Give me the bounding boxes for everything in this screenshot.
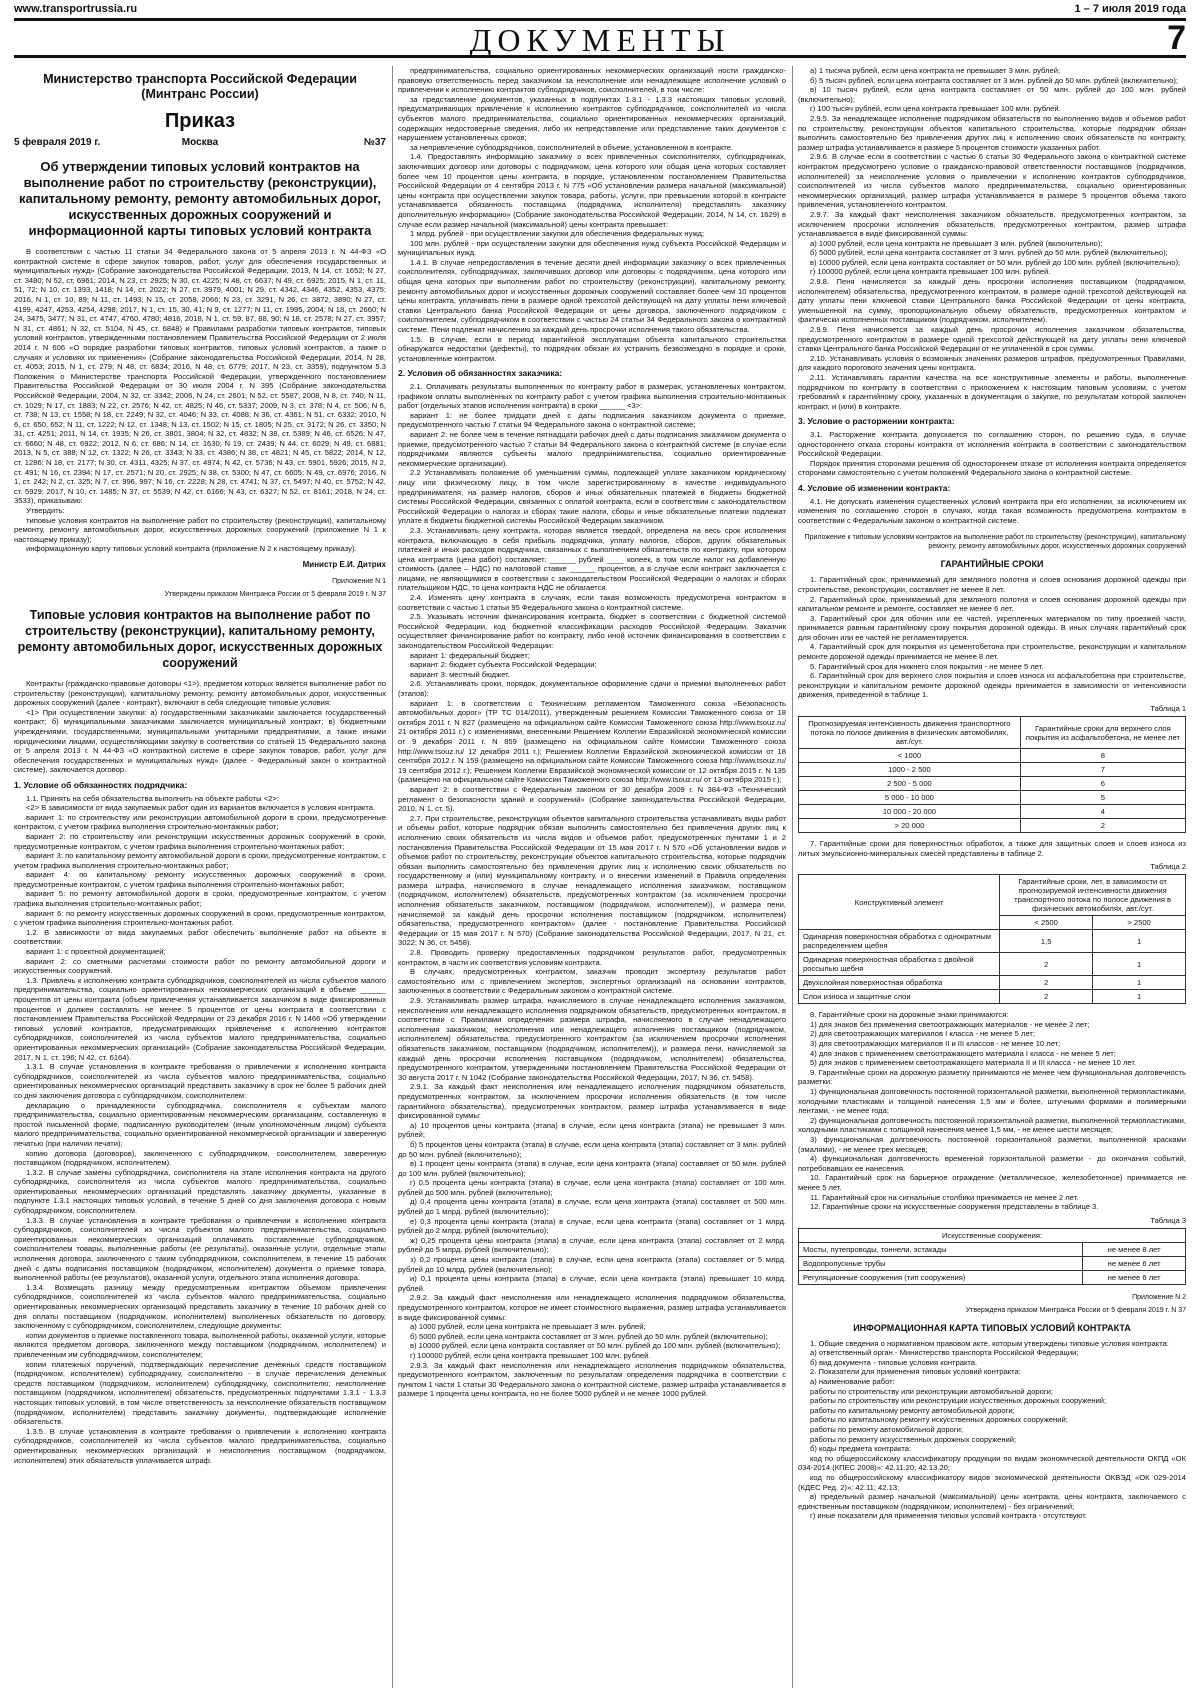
table-cell: 8 — [1020, 749, 1185, 763]
appendix-approved: Утверждены приказом Минтранса России от 5 февраля 2019 г. N 37 — [164, 591, 386, 598]
paragraph: 2.2 Устанавливать положение об уменьшении суммы, подлежащей уплате заказчиком юридическому лицу или физическому лицу, в том числе зарегистрированному в качестве индивидуального предпринимателя, на размер налогов, сборов и иных обязательных платежей в бюджеты бюджетной системы Российской Федерации, связанных с оплатой контракта, если в соответствии с законодательством Российской Федерации о налогах и сборах такие налоги, сборы и иные обязательные платежи подлежат уплате в бюджеты бюджетной системы Российской Федерации заказчиком. — [398, 468, 786, 526]
paragraph: за представление документов, указанных в подпунктах 1.3.1 - 1.3.3 настоящих типовых условий, предусматривающих привлечение к исполнению контрактов субподрядчиков, соисполнителей из числа субъектов малого предпринимательства, социально ориентированных некоммерческих организаций, содержащих недостоверные сведения, либо их непредставление или представление таких документов с нарушением установленных сроков; — [398, 94, 786, 143]
col2-paragraphs — [398, 66, 786, 1399]
site-url[interactable]: www.transportrussia.ru — [14, 3, 138, 15]
table-cell: 5 000 - 10 000 — [799, 791, 1021, 805]
paragraph: вариант 2: не более чем в течение пятнадцати рабочих дней с даты подписания заказчиком документа о приемке, предусмотренного частью 7 статьи 94 Федерального закона о контрактной системе (в случае если подрядчиками являются субъекты малого предпринимательства, социально ориентированные некоммерческие организации). — [398, 429, 786, 468]
paragraph: 2.7. При строительстве, реконструкции объектов капитального строительства устанавливать виды работ и объемы работ, которые подрядчик обязан выполнить самостоятельно без привлечения других лиц к исполнению своих обязательств из числа видов и объемов работ, предусмотренных пунктами 1 и 2 постановления Правительства Российской Федерации от 15 мая 2017 г. N 570 «Об установлении видов и объемов работ по строительству, реконструкции объектов капитального строительства, которые подрядчик обязан выполнить самостоятельно без привлечения других лиц к исполнению своих обязательств по государственному и (или) муниципальному контракту, и о внесении изменений в Правила определения размера штрафа, начисляемого в случае ненадлежащего исполнения заказчиком, поставщиком (подрядчиком, исполнителем) обязательств, предусмотренных контрактом (за исключением просрочки исполнения обязательств заказчиком, поставщиком (подрядчиком, исполнителем)), и размера пени, начисляемой за каждый день просрочки исполнения поставщиком (подрядчиком, исполнителем) обязательства, предусмотренного контрактом» (далее - постановление Правительства Российской Федерации от 15 мая 2017 г. N 570) (Собрание законодательства Российской Федерации, 2017, N 21, ст. 3022; N 36, ст. 5458). — [398, 813, 786, 948]
paragraph: вариант 5: по ремонту автомобильной дороги в сроки, предусмотренные контрактом, с учетом графика выполнения строительно-монтажных работ; — [14, 889, 386, 909]
paragraph: 2.9.2. За каждый факт неисполнения или ненадлежащего исполнения подрядчиком обязательства, предусмотренного контрактом, которое не имеет стоимостного выражения, размер штрафа устанавливается в виде фиксированной суммы: — [398, 1293, 786, 1322]
paragraph: 11. Гарантийный срок на сигнальные столбики принимается не менее 2 лет. — [810, 1192, 1079, 1202]
paragraph: а) наименование работ: — [810, 1377, 895, 1387]
paragraph: г) 0,5 процента цены контракта (этапа) в случае, если цена контракта (этапа) составляет от 100 млн. рублей до 500 млн. рублей (включительно); — [398, 1178, 786, 1197]
table-cell: не менее 6 лет — [1083, 1256, 1186, 1270]
table-row — [799, 819, 1186, 833]
paragraph: вариант 1: с проектной документацией; — [26, 947, 166, 957]
paragraph: 1.1. Принять на себя обязательства выполнить на объекте работы <2>: — [26, 793, 279, 803]
paragraph: за непривлечение субподрядчиков, соисполнителей в объеме, установленном в контракте. — [410, 142, 734, 152]
appendix2-approved: Утверждена приказом Минтранса России от 5 февраля 2019 г. N 37 — [965, 1306, 1186, 1314]
table-cell: 6 — [1020, 777, 1185, 791]
paragraph: 1.5. В случае, если в период гарантийной эксплуатации объекта капитального строительства обнаружатся недостатки (дефекты), то подрядчик обязан их устранить безвозмездно в порядке и сроки, установленные контрактом. — [398, 334, 786, 363]
table-cell: 1 — [1093, 930, 1186, 953]
paragraph: 2.4. Изменять цену контракта в случаях, если такая возможность предусмотрена контрактом в соответствии с частью 1 статьи 95 Федерального закона о контрактной системе. — [398, 593, 786, 612]
table-cell: Одинарная поверхностная обработка с однократным распределением щебня — [799, 930, 1000, 953]
page-number: 7 — [1167, 19, 1186, 57]
table1-caption: Таблица 1 — [1150, 704, 1186, 714]
paragraph: 10. Гарантийный срок на барьерное ограждение (металлическое, железобетонное) принимается не менее 5 лет. — [798, 1173, 1186, 1192]
paragraph: ж) 0,25 процента цены контракта (этапа) в случае, если цена контракта (этапа) составляет от 2 млрд. рублей до 5 млрд. рублей (включительно); — [398, 1235, 786, 1255]
paragraph: 2.10. Устанавливать условия о возможных значениях размеров штрафов, предусмотренных Правилами, для каждого порогового значения цены контракта. — [798, 353, 1186, 373]
paragraph: 2.5. Указывать источник финансирования контракта, бюджет в соответствии с бюджетной системой Российской Федерации, код бюджетной классификации расходов Российской Федерации. Заказчик осуществляет финансирование работ по контракту, либо иной источник финансирования в соответствии с законодательством Российской Федерации: — [398, 612, 786, 651]
table-cell: 2 500 - 5 000 — [799, 777, 1021, 791]
paragraph: вариант 4: по капитальному ремонту искусственных дорожных сооружений в сроки, предусмотренные контрактом, с учетом графика выполнения строительно-монтажных работ; — [14, 870, 386, 889]
paragraph: б) 5 тысяч рублей, если цена контракта составляет от 3 млн. рублей до 50 млн. рублей (включительно); — [810, 75, 1178, 85]
col3-paragraphs — [798, 66, 1186, 525]
paragraph: 1.4.1. В случае непредоставления в течение десяти дней информации заказчику о всех привлеченных соисполнителях, субподрядчиках, заключивших договор или договоры с подрядчиком, цена которого или общая цена которых при выполнении работ по строительству (реконструкции), капитальному ремонту, ремонту автомобильных дорог и искусственных дорожных сооружений составляет более чем 10 процентов цены контракта, уплачивать пени в размере одной трехсотой действующей на дату уплаты пени ключевой ставки Центрального банка Российской Федерации от цены договора, заключенного подрядчиком с соисполнителем, субподрядчиком в соответствии с частью 24 статьи 34 Федерального закона о контрактной системе. Пени подлежат начислению за каждый день просрочки исполнения такого обязательства. — [398, 257, 786, 335]
column-1 — [14, 66, 386, 1688]
column-divider — [792, 66, 793, 1688]
paragraph: копию договора (договоров), заключенного с субподрядчиком, соисполнителем, заверенную поставщиком (подрядчиком, исполнителем). — [14, 1148, 386, 1168]
table-row — [799, 805, 1186, 819]
table-row — [799, 953, 1186, 976]
section-heading: 2. Условия об обязанностях заказчика: — [398, 368, 563, 379]
order-date: 5 февраля 2019 г. — [14, 137, 101, 148]
paragraph: код по общероссийскому классификатору продукции по видам экономической деятельности ОКПД «ОК 034-2014 (КПЕС 2008)»: 42.11.20; 42.13.20; — [798, 1453, 1186, 1473]
paragraph: д) 0,4 процента цены контракта (этапа) в случае, если цена контракта (этапа) составляет от 500 млн. рублей до 1 млрд. рублей (включительно); — [398, 1197, 786, 1217]
paragraph: 3) для светоотражающих материалов II и III классов - не менее 10 лет; — [810, 1039, 1061, 1048]
paragraph: В случаях, предусмотренных контрактом, заказчик проводит экспертизу результатов работ самостоятельно или с привлечением экспертов, экспертных организаций на основании контрактов, заключенных в соответствии с Федеральным законом о контрактной системе. — [398, 967, 786, 996]
paragraph: з) 0,2 процента цены контракта (этапа) в случае, если цена контракта (этапа) составляет от 5 млрд. рублей до 10 млрд. рублей (включительно); — [398, 1255, 786, 1274]
paragraph: а) 10 процентов цены контракта (этапа) в случае, если цена контракта (этапа) не превышает 3 млн. рублей; — [398, 1120, 786, 1140]
paragraph: б) 5 процентов цены контракта (этапа) в случае, если цена контракта (этапа) составляет от 3 млн. рублей до 50 млн. рублей (включительно); — [398, 1139, 786, 1159]
col1-paragraphs — [14, 781, 386, 1465]
paragraph: предпринимательства, социально ориентированных некоммерческих организаций ности гражданско-правовую ответственность перед заказчиком за неисполнение или ненадлежащее исполнение условий о привлечении к исполнению контрактов субподрядчиков, соисполнителей, в том числе: — [398, 66, 786, 95]
paragraph: 3.1. Расторжение контракта допускается по соглашению сторон, по решению суда, в случае одностороннего отказа стороны контракта от исполнения контракта в соответствии с законодательством Российской Федерации. — [798, 429, 1186, 459]
paragraph: 2.9.8. Пеня начисляется за каждый день просрочки исполнения поставщиком (подрядчиком, исполнителем) обязательства, предусмотренного контрактом, в размере одной трехсотой действующей на дату уплаты пени ключевой ставки Центрального банка Российской Федерации от цены контракта, уменьшенной на сумму, пропорциональную объему обязательств, предусмотренных контрактом и фактически исполненных поставщиком (подрядчиком, исполнителем). — [798, 277, 1186, 325]
table-row — [799, 1256, 1186, 1270]
paragraph: а) 1000 рублей, если цена контракта не превышает 3 млн. рублей; — [410, 1322, 646, 1332]
paragraph: 2.9.9. Пеня начисляется за каждый день просрочки исполнения заказчиком обязательства, предусмотренного контрактом в размере одной трехсотой действующей на дату уплаты пени ключевой ставки Центрального банка Российской Федерации от не уплаченной в срок суммы. — [798, 325, 1186, 354]
paragraph: в) 10000 рублей, если цена контракта составляет от 50 млн. рублей до 100 млн. рублей (включительно); — [810, 257, 1181, 267]
paragraph: 12. Гарантийные сроки на искусственные сооружения представлены в таблице 3. — [810, 1202, 1099, 1212]
table2-header: Гарантийные сроки, лет, в зависимости от прогнозируемой интенсивности движения транспортного потока по полосе движения в физических автомобилях, авт./сут. — [1000, 875, 1186, 916]
column-divider — [392, 66, 393, 1688]
approve-item: информационную карту типовых условий контракта (приложение N 2 к настоящему приказу). — [26, 544, 357, 554]
paragraph: 2.3. Устанавливать цену контракта, которая является твердой, определена на весь срок исполнения контракта, включающую в себя прибыль подрядчика, уплату налогов, сборов, других обязательных платежей и иных расходов подрядчика, связанных с выполнением обязательств по контракту, при котором цена контракта (цена работ) составляет: ______ рублей ____ копеек, в том числе налог на добавленную стоимость (далее – НДС) по налоговой ставке ______ процентов, а в случае если контракт заключается с лицами, не являющимися в соответствии с законодательством Российской Федерации о налогах и сборах плательщиком НДС, то цена контракта НДС не облагается. — [398, 525, 786, 593]
paragraph: 5. Гарантийный срок для нижнего слоя покрытия - не менее 5 лет. — [810, 661, 1044, 671]
paragraph: а) 1000 рублей, если цена контракта не превышает 3 млн. рублей (включительно); — [810, 238, 1103, 248]
paragraph: 1. Общие сведения о нормативном правовом акте, которым утверждены типовые условия контракта: — [810, 1338, 1169, 1348]
table3-caption: Таблица 3 — [1150, 1215, 1186, 1225]
section-heading: 1. Условие об обязанностях подрядчика: — [14, 779, 188, 790]
table2-caption: Таблица 2 — [1150, 862, 1186, 872]
paragraph: вариант 2: в соответствии с Федеральным законом от 30 декабря 2009 г. N 384-ФЗ «Технический регламент о безопасности зданий и сооружений» (Собрание законодательства Российской Федерации, 2010, N 1, ст. 5). — [398, 784, 786, 814]
paragraph: копии документов о приемке поставленного товара, выполненной работы, оказанной услуги, которые являются предметом договора, заключенного между поставщиком (подрядчиком, исполнителем) и привлеченным им субподрядчиком, соисполнителем; — [14, 1330, 386, 1359]
paragraph: <2> В зависимости от вида закупаемых работ один из вариантов включается в условия контракта. — [26, 803, 376, 813]
paragraph: 1 млрд. рублей - при осуществлении закупки для обеспечения федеральных нужд; — [410, 229, 705, 239]
table-row — [799, 791, 1186, 805]
paragraph: Порядок принятия сторонами решения об одностороннем отказе от исполнения контракта определяется сторонами самостоятельно с учетом положений Федерального закона о контрактной системе. — [798, 458, 1186, 478]
table2-subheader: > 2500 — [1093, 916, 1186, 930]
appendix2-label: Приложение N 2 — [1132, 1293, 1186, 1301]
paragraph: 2.9.3. За каждый факт неисполнения или ненадлежащего исполнения подрядчиком обязательства, предусмотренного контрактом, заключенным по результатам определения подрядчика в соответствии с пунктом 1 части 1 статьи 30 Федерального закона о контрактной системе, размер штрафа устанавливается в размере 1 процента цены контракта, но не более 5000 рублей и не менее 1000 рублей. — [398, 1360, 786, 1399]
paragraph: код по общероссийскому классификатору видов экономической деятельности ОКВЭД «ОК 029-2014 (КДЕС Ред. 2)»: 42.11; 42.13; — [798, 1473, 1186, 1492]
paragraph: 1.3.3. В случае установления в контракте требования о привлечении к исполнению контракта субподрядчиков, соисполнителей из числа субъектов малого предпринимательства, социально ориентированных некоммерческих организаций оплачивать поставленные субподрядчиком, соисполнителем товары, выполненные работы (ее результаты), оказанные услуги, отдельные этапы исполнения договора, заключенного с таким субподрядчиком, соисполнителем, в течение 15 рабочих дней с даты подписания поставщиком (подрядчиком, исполнителем) документа о приемке товара, выполненной работы (ее результатов), оказанной услуги, отдельного этапа исполнения договора. — [14, 1215, 386, 1283]
ministry-name: Министерство транспорта Российской Федерации (Минтранс России) — [43, 72, 357, 101]
paragraph: вариант 2: по строительству или реконструкции искусственных дорожных сооружений в сроки, предусмотренные контрактом, с учетом графика выполнения строительно-монтажных работ; — [14, 831, 386, 851]
appendix1-intro: Контракты (гражданско-правовые договоры <1>), предметом которых является выполнение работ по строительству (реконструкции), капитальному ремонту, ремонту автомобильных дорог, искусственных дорожных сооружений (далее - контракт), включают в себя следующие типовые условия: — [14, 679, 386, 708]
paragraph: работы по строительству или реконструкции искусственных дорожных сооружений; — [810, 1396, 1107, 1406]
appendix2-items — [798, 1339, 1186, 1521]
order-title: Приказ — [164, 110, 236, 132]
table3-header: Искусственные сооружения: — [799, 1228, 1186, 1242]
paragraph: 5) для знаков с применением светоотражающего материала II и III класса - не менее 10 лет. — [810, 1058, 1137, 1068]
paragraph: а) ответственный орган - Министерство транспорта Российской Федерации; — [810, 1348, 1079, 1358]
paragraph: г) 100000 рублей, если цена контракта превышает 100 млн. рублей. — [810, 267, 1051, 277]
paragraph: и) 0,1 процента цены контракта (этапа) в случае, если цена контракта (этапа) превышает 10 млрд. рублей. — [398, 1274, 786, 1293]
paragraph: работы по ремонту искусственных дорожных сооружений; — [810, 1434, 1017, 1444]
table-row — [799, 930, 1186, 953]
paragraph: г) 100000 рублей, если цена контракта превышает 100 млн. рублей. — [410, 1350, 651, 1360]
paragraph: б) вид документа - типовые условия контракта. — [810, 1357, 978, 1367]
table-row — [799, 1242, 1186, 1256]
paragraph: 1.4. Предоставлять информацию заказчику о всех привлеченных соисполнителях, субподрядчиках, заключивших договор или договоры с подрядчиком, цена которого или общая цена которых составляет более чем 10 процентов цены контракта, в порядке, установленном постановлением Правительства Российской Федерации от 4 сентября 2013 г. N 775 «Об установлении размера начальной (максимальной) цены контракта при осуществлении закупок товара, работы, услуги, при превышении которой в контракте устанавливается обязанность поставщика (подрядчика, исполнителя) представлять заказчику дополнительную информацию» (Собрание законодательства Российской Федерации, 2014, N 14, ст. 1629) в случае если размер начальной (максимальной) цены контракта превышает: — [398, 152, 786, 229]
column-3 — [798, 66, 1186, 1688]
paragraph: а) 1 тысяча рублей, если цена контракта не превышает 3 млн. рублей; — [810, 66, 1061, 75]
guarantee-items — [798, 575, 1186, 700]
paragraph: вариант 1: в соответствии с Техническим регламентом Таможенного союза «Безопасность автомобильных дорог» (ТР ТС 014/2011), утвержденным решением Комиссии Таможенного союза от 18 октября 2011 г. N 827 (размещено на официальном сайте Комиссии Таможенного союза http://www.tsouz.ru/ 21 октября 2011 г.) с изменениями, внесенными Решением Коллегии Евразийской экономической комиссии от 9 декабря 2011 г. N 859 (размещено на официальном сайте Комиссии Таможенного союза http://www.tsouz.ru/ 12 декабря 2011 г.); Решением Коллегии Евразийской экономической комиссии от 18 сентября 2012 г. N 159 (размещено на официальном сайте Комиссии Таможенного союза http://www.tsouz.ru/ 19 сентября 2012 г.); Решением Коллегии Евразийской экономической комиссии от 12 октября 2015 г. N 135 (размещено на официальном сайте Комиссии Таможенного союза http://www.tsouz.ru/ от 13 октября 2015 г.); — [398, 698, 786, 785]
paragraph: 1.2. В зависимости от вида закупаемых работ обеспечить выполнение работ на объекте в соответствии: — [14, 927, 386, 947]
table-cell: 2 — [1000, 953, 1093, 976]
paragraph: 2.9.7. За каждый факт неисполнения заказчиком обязательств, предусмотренных контрактом, за исключением просрочки исполнения обязательств, предусмотренных контрактом, размер штрафа устанавливается в виде фиксированной суммы: — [798, 209, 1186, 239]
signature: Министр Е.И. Дитрих — [302, 560, 386, 569]
paragraph: 4) функциональная долговечность временной горизонтальной разметки - до окончания событий, потребовавших ее нанесения. — [798, 1154, 1186, 1173]
paragraph: б) 5000 рублей, если цена контракта составляет от 3 млн. рублей до 50 млн. рублей (включительно); — [410, 1331, 768, 1341]
appendix-label: Приложение N 1 — [332, 578, 386, 585]
table-2 — [798, 874, 1186, 1004]
section-title: ДОКУМЕНТЫ — [469, 22, 731, 58]
paragraph: 1.3. Привлечь к исполнению контракта субподрядчиков, соисполнителей из числа субъектов малого предпринимательства, социально ориентированных некоммерческих организаций в объеме ______ процентов от цены контракта (объем привлечения устанавливается заказчиком в виде фиксированных процентов и должен составлять не менее 5 процентов от цены контракта в соответствии с постановлением Правительства Российской Федерации от 23 декабря 2016 г. N 1466 «Об утверждении типовых условий контрактов, предусматривающих привлечение к исполнению контрактов субподрядчиков, соисполнителей из числа субъектов малого предпринимательства, социально ориентированных некоммерческих организаций» (Собрание законодательства Российской Федерации, 2017, N 1, ст. 196; N 42, ст. 6164). — [14, 975, 386, 1062]
paragraph: 2.6. Устанавливать сроки, порядок, документальное оформление сдачи и приемки выполненных работ (этапов): — [398, 679, 786, 698]
table-cell: > 20 000 — [799, 819, 1021, 833]
paragraph: 1.3.2. В случае замены субподрядчика, соисполнителя на этапе исполнения контракта на другого субподрядчика, соисполнителя из числа субъектов малого предпринимательства, социально ориентированных некоммерческих организаций представлять заказчику документы, указанные в подпункте 1.3.1 настоящих типовых условий, в течение 5 дней со дня заключения договора с новым субподрядчиком, соисполнителем. — [14, 1167, 386, 1216]
paragraph: работы по строительству или реконструкции автомобильной дороги; — [810, 1386, 1053, 1396]
order-meta — [14, 137, 386, 151]
paragraph: работы по ремонту автомобильной дороги; — [810, 1425, 964, 1435]
paragraph: в) 10000 рублей, если цена контракта составляет от 50 млн. рублей до 100 млн. рублей (включительно); — [410, 1341, 781, 1351]
table-row — [799, 763, 1186, 777]
table1-header: Прогнозируемая интенсивность движения транспортного потока по полосе движения в физических автомобилях, авт./сут. — [799, 717, 1021, 749]
table-cell: 1 — [1093, 953, 1186, 976]
paragraph: 1. Гарантийный срок, принимаемый для земляного полотна и слоев основания дорожной одежды при строительстве, реконструкции, составляет не менее 8 лет. — [798, 575, 1186, 594]
table-cell: не менее 8 лет — [1083, 1242, 1186, 1256]
approve-label: Утвердить: — [26, 506, 65, 516]
table-cell: Слои износа и защитные слои — [799, 990, 1000, 1004]
paragraph: 1.3.5. В случае установления в контракте требования о привлечении к исполнению контракта субподрядчиков, соисполнителей из числа субъектов малого предпринимательства, социально ориентированных некоммерческих организаций и неисполнения поставщиком (подрядчиком, исполнителем) этих обязательств уплачивается штраф. — [14, 1426, 386, 1465]
paragraph: 1) функциональная долговечность постоянной горизонтальной разметки, выполненной термопластиками, холодными пластиками и толщиной нанесения 1,5 мм и более, штучными формами и полимерными лентами, - не менее года; — [798, 1086, 1186, 1116]
table2-subheader: < 2500 — [1000, 916, 1093, 930]
paragraph: декларацию о принадлежности субподрядчика, соисполнителя к субъектам малого предпринимательства, социально ориентированным некоммерческим организациям, составленную в простой письменной форме, подписанную руководителем (иным уполномоченным лицом) субъекта малого предпринимательства, социально ориентированной некоммерческой организации и заверенную печатью (при наличии печати); — [14, 1100, 386, 1148]
paragraph: 2.8. Проводить проверку предоставленных подрядчиком результатов работ, предусмотренных контрактом, в части их соответствия условиям контракта. — [398, 948, 786, 967]
table-row — [799, 749, 1186, 763]
table-cell: не менее 6 лет — [1083, 1270, 1186, 1284]
paragraph: 100 млн. рублей - при осуществлении закупки для обеспечения нужд субъекта Российской Федерации и муниципальных нужд. — [398, 238, 786, 258]
table-cell: Мосты, путепроводы, тоннели, эстакады — [799, 1242, 1083, 1256]
paragraph: 4. Гарантийный срок для покрытия из цементобетона при строительстве, реконструкции и капитальном ремонте дорожной одежды принимается не менее 8 лет. — [798, 642, 1186, 662]
paragraph: 3) функциональная долговечность постоянной горизонтальной разметки, выполненной красками (эмалями), - не менее трех месяцев; — [798, 1134, 1186, 1154]
paragraph: г) 100 тысяч рублей, если цена контракта превышает 100 млн. рублей. — [810, 104, 1061, 114]
paragraph: 2. Гарантийный срок, принимаемый для земляного полотна и слоев основания дорожной одежды при капитальном ремонте и ремонте, составляет не менее 6 лет. — [798, 594, 1186, 614]
paragraph: 2.11. Устанавливать гарантии качества на все конструктивные элементы и работы, выполненные подрядчиком по контракту в соответствии с приложением к настоящим типовым условиям, с учетом требований к гарантийному сроку, указанных в документации о закупке, по результатам которой заключен контракт, и (или) в контракте. — [798, 373, 1186, 411]
paragraph: 9. Гарантийные сроки на дорожную разметку принимаются не менее чем функциональная долговечность разметки: — [798, 1067, 1186, 1087]
paragraph: в) 1 процент цены контракта (этапа) в случае, если цена контракта (этапа) составляет от 50 млн. рублей до 100 млн. рублей (включительно); — [398, 1159, 786, 1178]
order-number: №37 — [363, 137, 386, 148]
table-row — [799, 976, 1186, 990]
paragraph: копии платежных поручений, подтверждающих перечисление денежных средств поставщиком (подрядчиком, исполнителем) субподрядчику, соисполнителю - в случае перечисления денежных средств поставщиком (подрядчиком, исполнителем) субподрядчику, соисполнителю; неисполнение поставщиком (подрядчиком, исполнителем) обязательств, предусмотренных подпунктами 1.3.1 - 1.3.3 настоящих типовых условий, в том числе ответственность за неисполнение обязательств поставщиком (подрядчиком, исполнителем) представить заказчику документы, подтверждающие исполнение обязательств. — [14, 1359, 386, 1427]
table-row — [799, 990, 1186, 1004]
paragraph: г) иные показатели для применения типовых условий контракта - отсутствуют. — [810, 1511, 1087, 1521]
table-cell: 1000 - 2 500 — [799, 763, 1021, 777]
table1-header: Гарантийные сроки для верхнего слоя покрытия из асфальтобетона, не менее лет — [1020, 717, 1185, 749]
table-1 — [798, 716, 1186, 833]
paragraph: 2.9.6. В случае если в соответствии с частью 6 статьи 30 Федерального закона о контрактной системе контрактом предусмотрено условие о гражданско-правовой ответственности поставщиков (подрядчиков, исполнителей) за неисполнение условия о привлечении к исполнению контрактов субподрядчиков, соисполнителей из числа субъектов малого предпринимательства, социально ориентированных некоммерческих организаций, размер штрафа устанавливается в размере 5 процентов объема такого привлечения, установленного контрактом. — [798, 152, 1186, 210]
paragraph: вариант 1: по строительству или реконструкции автомобильной дороги в сроки, предусмотренные контрактом, с учетом графика выполнения строительно-монтажных работ; — [14, 812, 386, 832]
paragraph: б) коды предмета контракта: — [810, 1444, 912, 1454]
order-body: В соответствии с частью 11 статьи 34 Федерального закона от 5 апреля 2013 г. N 44-ФЗ «О контрактной системе в сфере закупок товаров, работ, услуг для обеспечения государственных и муниципальных нужд» (Собрание законодательства Российской Федерации, 2013, N 14, ст. 1652; N 27, ст. 3480; N 52, ст. 6961; 2014, N 23, ст. 2925; N 30, ст. 4225; N 48, ст. 6637; N 49, ст. 6925; 2015, N 1, ст. 11, 51, 72; N 10, ст. 1393, 1418; N 14, ст. 2022; N 27, ст. 3979, 4001; N 29, ст. 4342, 4346, 4352, 4353, 4375; 2016, N 1, ст. 10, 89; N 11, ст. 1493; N 15, ст. 2058, 2066; N 23, ст. 3291, N 26, ст. 3872, 3890; N 27, ст. 4199, 4247, 4253, 4254, 4298; 2017, N 1, ст. 15, 30, 41; N 9, ст. 1277; N 11, ст. 1995, 2004; N 18, ст. 2660; N 24, 3475, 3477; N 31, ст. 4747, 4760, 4780; 4816, 2018, N 1, ст. 59, 87, 88, 90; N 18, ст. 2578; N 27, ст. 3957; N 31, ст. 4861; N 32, ст. 5104, N 45, ст. 6848) и Правилами разработки типовых контрактов, типовых условий контрактов, утвержденными постановлением Правительства Российской Федерации от 2 июля 2014 г. N 606 «О порядке разработки типовых контрактов, типовых условий контрактов, а также о случаях и условиях их применения» (Собрание законодательства Российской Федерации, 2014, N 28, ст. 4053; 2015, N 1, ст. 279; N 48, ст. 6834; 2016, N 48, ст. 6779; 2017, N 23, ст. 3359), подпунктом 5.3 Положения о Министерстве транспорта Российской Федерации, утвержденного постановлением Правительства Российской Федерации от 30 июля 2004 г. N 395 (Собрание законодательства Российской Федерации, 2004, N 32, ст. 3342; 2006, N 24, ст. 2601; N 52, ст. 5587; 2008, N 8, ст. 740; N 11, ст. 1029; N 17, ст. 1883; N 22, ст. 2576; N 42, ст. 4825; N 46, ст. 5337; 2009, N 3, ст. 378; N 4, ст. 506; N 6, ст. 738; N 13, ст. 1558; N 18, ст. 2249; N 32, ст. 4046; N 33, ст. 4088; N 36, ст. 4361; N 51, ст. 6332; 2010, N 6, ст. 650, 652; N 11, ст. 1222; N 12, ст. 1348; N 13, ст. 1502; N 15, ст. 1805; N 25, ст. 3172; N 26, ст. 3350; N 31, ст. 4251; 2011, N 14, ст. 1935; N 26, ст. 3801, 3804; N 32, ст. 4832; N 38, ст. 5389; N 46, ст. 6526; N 47, ст. 6660; N 48, ст. 6922; 2012, N 6, ст. 686; N 14, ст. 1630; N 19, ст. 2439; N 44, ст. 6029; N 49, ст. 6881; 2013, N 5, ст. 388; N 12, ст. 1322; N 26, ст. 3343; N 33, ст. 4386; N 38, ст. 4821; N 45, ст. 5822; 2014, N 12, ст. 1286; N 18, ст. 2177; N 30, ст. 4311, 4325; N 37, ст. 4974; N 42, ст. 5736; N 43, ст. 5901, 5926; 2015, N 2, ст. 491; N 16, ст. 2394; N 17, ст. 2571; N 20, ст. 2925; N 38, ст. 5300; N 47, ст. 6605; N 49, ст. 6976; 2016, N 1, ст. 242; N 2, ст. 325; N 7, ст. 996, 997; N 16, ст. 2228; N 28, ст. 4741; N 37, ст. 5497; N 40, ст. 5752; N 42, ст. 5929; 2017, N 10, ст. 1485; N 37, ст. 5539; N 42, ст. 6166; N 43, ст. 6327; N 52, ст. 8161; 2018, N 24, ст. 3533), приказываю: — [14, 247, 386, 506]
paragraph: вариант 2: со сметными расчетами стоимости работ по ремонту автомобильной дороги и искусственных сооружений. — [14, 956, 386, 976]
table-cell: Водопропускные трубы — [799, 1256, 1083, 1270]
table-cell: Одинарная поверхностная обработка с двойной россыпью щебня — [799, 953, 1000, 976]
appendix1-heading: Типовые условия контрактов на выполнение работ по строительству (реконструкции), капитальному ремонту, ремонту автомобильных дорог, искусственных дорожных сооружений — [17, 608, 383, 670]
table-cell: 10 000 - 20 000 — [799, 805, 1021, 819]
table-cell: 5 — [1020, 791, 1185, 805]
guarantee-item-7: 7. Гарантийные сроки для поверхностных обработок, а также для защитных слоев и слоев износа из литых эмульсионно-минеральных смесей представлены в таблице 2. — [798, 839, 1186, 858]
paragraph: вариант 1: федеральный бюджет; — [410, 650, 530, 660]
paragraph: 8. Гарантийные сроки на дорожные знаки принимаются: — [810, 1010, 1009, 1020]
paragraph: 1) для знаков без применения светоотражающих материалов - не менее 2 лет; — [810, 1019, 1090, 1029]
paragraph: вариант 1: не более тридцати дней с даты подписания заказчиком документа о приемке, предусмотренного частью 7 статьи 94 Федерального закона о контрактной системе; — [398, 410, 786, 430]
table-cell: 4 — [1020, 805, 1185, 819]
paragraph: в) предельный размер начальной (максимальной) цены контракта, цены контракта, заключаемого с единственным поставщиком (подрядчиком, исполнителем) - без ограничений; — [798, 1492, 1186, 1511]
table-row — [799, 777, 1186, 791]
paragraph: вариант 3: по капитальному ремонту автомобильной дороги в сроки, предусмотренные контрактом, с учетом графика выполнения строительно-монтажных работ; — [14, 851, 386, 870]
table-3 — [798, 1228, 1186, 1285]
guarantee-appendix-label: Приложение к типовым условиям контрактов на выполнение работ по строительству (реконструкции), капитальному ремонту, ремонту автомобильных дорог, искусственных дорожных сооружений — [804, 534, 1186, 551]
issue-date: 1 – 7 июля 2019 года — [1074, 3, 1186, 15]
paragraph: работы по капитальному ремонту искусственных дорожных сооружений; — [810, 1415, 1068, 1425]
table-cell: 2 — [1000, 990, 1093, 1004]
paragraph: 1.3.4. Возмещать разницу между предусмотренным контрактом объемом привлечения субподрядчиков, соисполнителей из числа субъектов малого предпринимательства, социально ориентированных некоммерческих организаций представить заказчику в течение 10 рабочих дней со дня оплаты поставщиком (подрядчиком, исполнителем) выполненных обязательств по договору, заключенному с субподрядчиком, соисполнителем, следующие документы: — [14, 1282, 386, 1331]
table-cell: 1,5 — [1000, 930, 1093, 953]
paragraph: 2.1. Оплачивать результаты выполненных по контракту работ в размерах, установленных контрактом, графиком оплаты выполненных по контракту работ с учетом графика выполнения строительно-монтажных работ (отдельных этапов исполнения контракта) в сроки ______ <3>: — [398, 382, 786, 411]
top-strip — [14, 3, 1186, 17]
table-cell: Регуляционные сооружения (тип сооружения) — [799, 1270, 1083, 1284]
table-cell: 1 — [1093, 990, 1186, 1004]
order-heading: Об утверждении типовых условий контрактов на выполнение работ по строительству (реконструкции), капитальному ремонту, ремонту автомобильных дорог, искусственных дорожных сооружений и информационной карты типовых условий контракта — [19, 159, 381, 238]
paragraph: 3. Гарантийный срок для обочин или ее частей, укрепленных материалом по типу проезжей части, принимается равным гарантийному сроку покрытия дорожной одежды. В иных случаях гарантийный срок для обочин или ее частей не регламентируется. — [798, 613, 1186, 642]
appendix1-footnote: <1> При осуществлении закупки: а) государственными заказчиками заключается государственный контракт; б) муниципальными заказчиками заключается муниципальный контракт; в) бюджетными учреждениями, государственными, муниципальными унитарными предприятиями, а также иными юридическими лицами, осуществляющими закупку в соответствии со статьей 15 Федерального закона от 5 апреля 2013 г. N 44-ФЗ «О контрактной системе в сфере закупок товаров, работ, услуг для обеспечения государственных и муниципальных нужд» (далее - Федеральный закон о контрактной системе), заключается договор. — [14, 707, 386, 775]
paragraph: вариант 6: по ремонту искусственных дорожных сооружений в сроки, предусмотренные контрактом, с учетом графика выполнения строительно-монтажных работ. — [14, 908, 386, 928]
paragraph: 2) функциональная долговечность постоянной горизонтальной разметки, выполненной термопластиками, холодными пластиками с толщиной нанесения менее 1,5 мм, - не менее шести месяцев; — [798, 1115, 1186, 1135]
paragraph: 2) для светоотражающих материалов I класса - не менее 5 лет; — [810, 1029, 1036, 1039]
column-2 — [398, 66, 786, 1688]
table-cell: 1 — [1093, 976, 1186, 990]
table-cell: 2 — [1000, 976, 1093, 990]
paragraph: вариант 2: бюджет субъекта Российской Федерации; — [410, 660, 597, 670]
paragraph: работы по капитальному ремонту автомобильной дороги; — [810, 1405, 1015, 1415]
paragraph: б) 5000 рублей, если цена контракта составляет от 3 млн. рублей до 50 млн. рублей (включительно); — [810, 248, 1168, 258]
paragraph: 1.3.1. В случае установления в контракте требования о привлечении к исполнению контракта субподрядчиков, соисполнителей из числа субъектов малого предпринимательства, социально ориентированных некоммерческих организаций представить заказчику в срок не более 5 рабочих дней со дня заключения договора с субподрядчиком, соисполнителем: — [14, 1062, 386, 1100]
appendix2-heading: ИНФОРМАЦИОННАЯ КАРТА ТИПОВЫХ УСЛОВИЙ КОНТРАКТА — [853, 1322, 1131, 1333]
table-cell: Двухслойная поверхностная обработка — [799, 976, 1000, 990]
guarantee-items-after — [798, 1010, 1186, 1211]
order-city: Москва — [181, 137, 219, 148]
paragraph: 2.9.5. За ненадлежащее исполнение подрядчиком обязательств по выполнению видов и объемов работ по строительству, реконструкции объектов капитального строительства, которые подрядчик обязан выполнить самостоятельно без привлечения других лиц к исполнению своих обязательств по контракту, размер штрафа устанавливается в размере 5 процентов стоимости указанных работ. — [798, 113, 1186, 152]
paragraph: 2.9.1. За каждый факт неисполнения или ненадлежащего исполнения подрядчиком обязательств, предусмотренных контрактом, за исключением просрочки исполнения обязательств (в том числе гарантийного обязательства), предусмотренных контрактом, размер штрафа устанавливается в виде фиксированной суммы: — [398, 1082, 786, 1121]
table-row — [799, 1270, 1186, 1284]
paragraph: 6. Гарантийный срок для верхнего слоя покрытия и слоев износа из асфальтобетона при строительстве, реконструкции и капитальном ремонте дорожной одежды принимается в зависимости от интенсивности движения, приведенной в таблице 1. — [798, 671, 1186, 700]
paragraph: е) 0,3 процента цены контракта (этапа) в случае, если цена контракта (этапа) составляет от 1 млрд. рублей до 2 млрд. рублей (включительно); — [398, 1216, 786, 1236]
paragraph: вариант 3: местный бюджет. — [410, 669, 510, 679]
approve-item: типовые условия контрактов на выполнение работ по строительству (реконструкции), капитальному ремонту, ремонту автомобильных дорог, искусственных дорожных сооружений (приложение N 1 к настоящему приказу); — [14, 515, 386, 544]
table-cell: < 1000 — [799, 749, 1021, 763]
paragraph: 4) для знаков с применением светоотражающего материала I класса - не менее 5 лет; — [810, 1048, 1116, 1058]
section-heading: 3. Условие о расторжении контракта: — [798, 416, 955, 427]
table-cell: 2 — [1020, 819, 1185, 833]
section-heading: 4. Условие об изменении контракта: — [798, 482, 951, 493]
paragraph: 4.1. Не допускать изменения существенных условий контракта при его исполнении, за исключением их изменения по соглашению сторон в случаях, когда такая возможность предусмотрена контрактом в соответствии с Федеральным законом о контрактной системе. — [798, 496, 1186, 525]
table-cell: 7 — [1020, 763, 1185, 777]
section-masthead — [14, 18, 1186, 58]
guarantee-heading: ГАРАНТИЙНЫЕ СРОКИ — [940, 559, 1044, 570]
table2-header: Конструктивный элемент — [799, 875, 1000, 930]
paragraph: в) 10 тысяч рублей, если цена контракта составляет от 50 млн. рублей до 100 млн. рублей (включительно); — [798, 85, 1186, 104]
paragraph: 2.9. Устанавливать размер штрафа, начисляемого в случае ненадлежащего исполнения заказчиком, неисполнения или ненадлежащего исполнения подрядчиком обязательств, предусмотренных контрактом, в соответствии с Правилами определения размера штрафа, начисляемого в случае ненадлежащего исполнения заказчиком, неисполнения или ненадлежащего исполнения поставщиком (подрядчиком, исполнителем) обязательства, предусмотренного контрактом (за исключением просрочки исполнения обязательств заказчиком, поставщиком (подрядчиком, исполнителем)), и размера пени, начисляемой за каждый день просрочки исполнения поставщиком (подрядчиком, исполнителем) обязательства, предусмотренного контрактом, утвержденными постановлением Правительства Российской Федерации от 30 августа 2017 г. N 1042 (Собрание законодательства Российской Федерации, 2017, N 36, ст. 5458). — [398, 996, 786, 1082]
paragraph: 2. Показатели для применения типовых условий контракта: — [810, 1367, 1021, 1377]
